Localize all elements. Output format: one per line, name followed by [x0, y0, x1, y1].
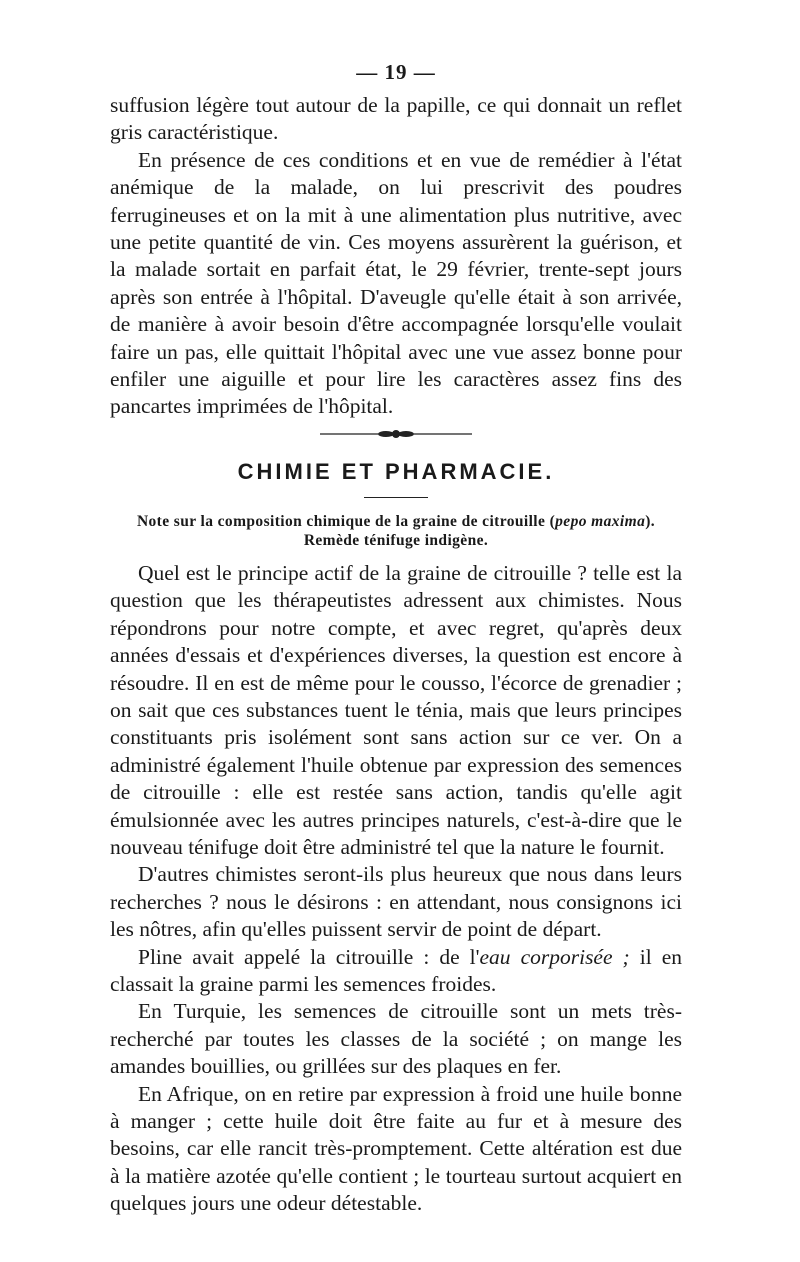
article-title-part1: Note sur la composition chimique de la graine de citrouille (	[136, 512, 556, 530]
article-title	[110, 512, 682, 550]
article-title-italic: pepo maxima	[555, 512, 646, 530]
body-paragraph-3-a: Pline avait appelé la citrouille : de l'	[138, 944, 480, 969]
body-paragraph-3-italic: eau corporisée ;	[479, 944, 630, 969]
body-paragraph-4: En Turquie, les semences de citrouille sont un mets très-recherché par toutes les classes de la société ; on mange les amandes bouillies, ou grillées sur des plaques en fer.	[110, 999, 682, 1079]
body-paragraph-2: D'autres chimistes seront-ils plus heureux que nous dans leurs recherches ? nous le désirons : en attendant, nous consignons ici les nôtres, afin qu'elles puissent servir de point de départ.	[110, 862, 682, 942]
body-paragraph-3-b: il en classait la graine parmi les semences froides.	[110, 944, 682, 996]
intro-paragraph-continued: suffusion légère tout autour de la papille, ce qui donnait un reflet gris caractéristique.	[110, 93, 682, 145]
body-paragraph-3	[110, 944, 682, 999]
intro-paragraph: En présence de ces conditions et en vue de remédier à l'état anémique de la malade, on lui prescrivit des poudres ferrugineuses et on la mit à une alimentation plus nutritive, avec une petite quantité de vin. Ces moyens assurèrent la guérison, et la malade sortait en parfait état, le 29 février, trente-sept jours après son entrée à l'hôpital. D'aveugle qu'elle était à son arrivée, de manière à avoir besoin d'être accompagnée lorsqu'elle voulait faire un pas, elle quittait l'hôpital avec une vue assez bonne pour enfiler une aiguille et pour lire les caractères assez fins des pancartes imprimées de l'hôpital.	[110, 147, 682, 419]
body-paragraph-1: Quel est le principe actif de la graine de citrouille ? telle est la question que les thérapeutistes adressent aux chimistes. Nous répondrons pour notre compte, et avec regret, qu'après deux années d'essais et d'expériences diverses, la question est encore à résoudre. Il en est de même pour le cousso, l'écorce de grenadier ; on sait que ces substances tuent le ténia, mais que leurs principes constituants pris isolément sont sans action sur ce ver. On a administré également l'huile obtenue par expression des semences de citrouille : elle est restée sans action, tandis qu'elle agit émulsionnée avec les autres principes naturels, c'est-à-dire que le nouveau ténifuge doit être administré tel que la nature le fournit.	[110, 560, 682, 859]
ornament-divider-icon	[316, 427, 476, 441]
section-title: CHIMIE ET PHARMACIE.	[237, 458, 555, 484]
page-number: — 19 —	[356, 60, 436, 84]
title-rule	[364, 497, 428, 498]
page	[110, 58, 682, 1218]
body-paragraph-5: En Afrique, on en retire par expression à froid une huile bonne à manger ; cette huile doit être faite au fur et à mesure des besoins, car elle rancit très-promptement. Cette altération est due à la matière azotée qu'elle contient ; le tourteau surtout acquiert en quelques jours une odeur détestable.	[110, 1081, 682, 1216]
article-title-part3: ). Remède ténifuge indigène.	[303, 512, 656, 549]
